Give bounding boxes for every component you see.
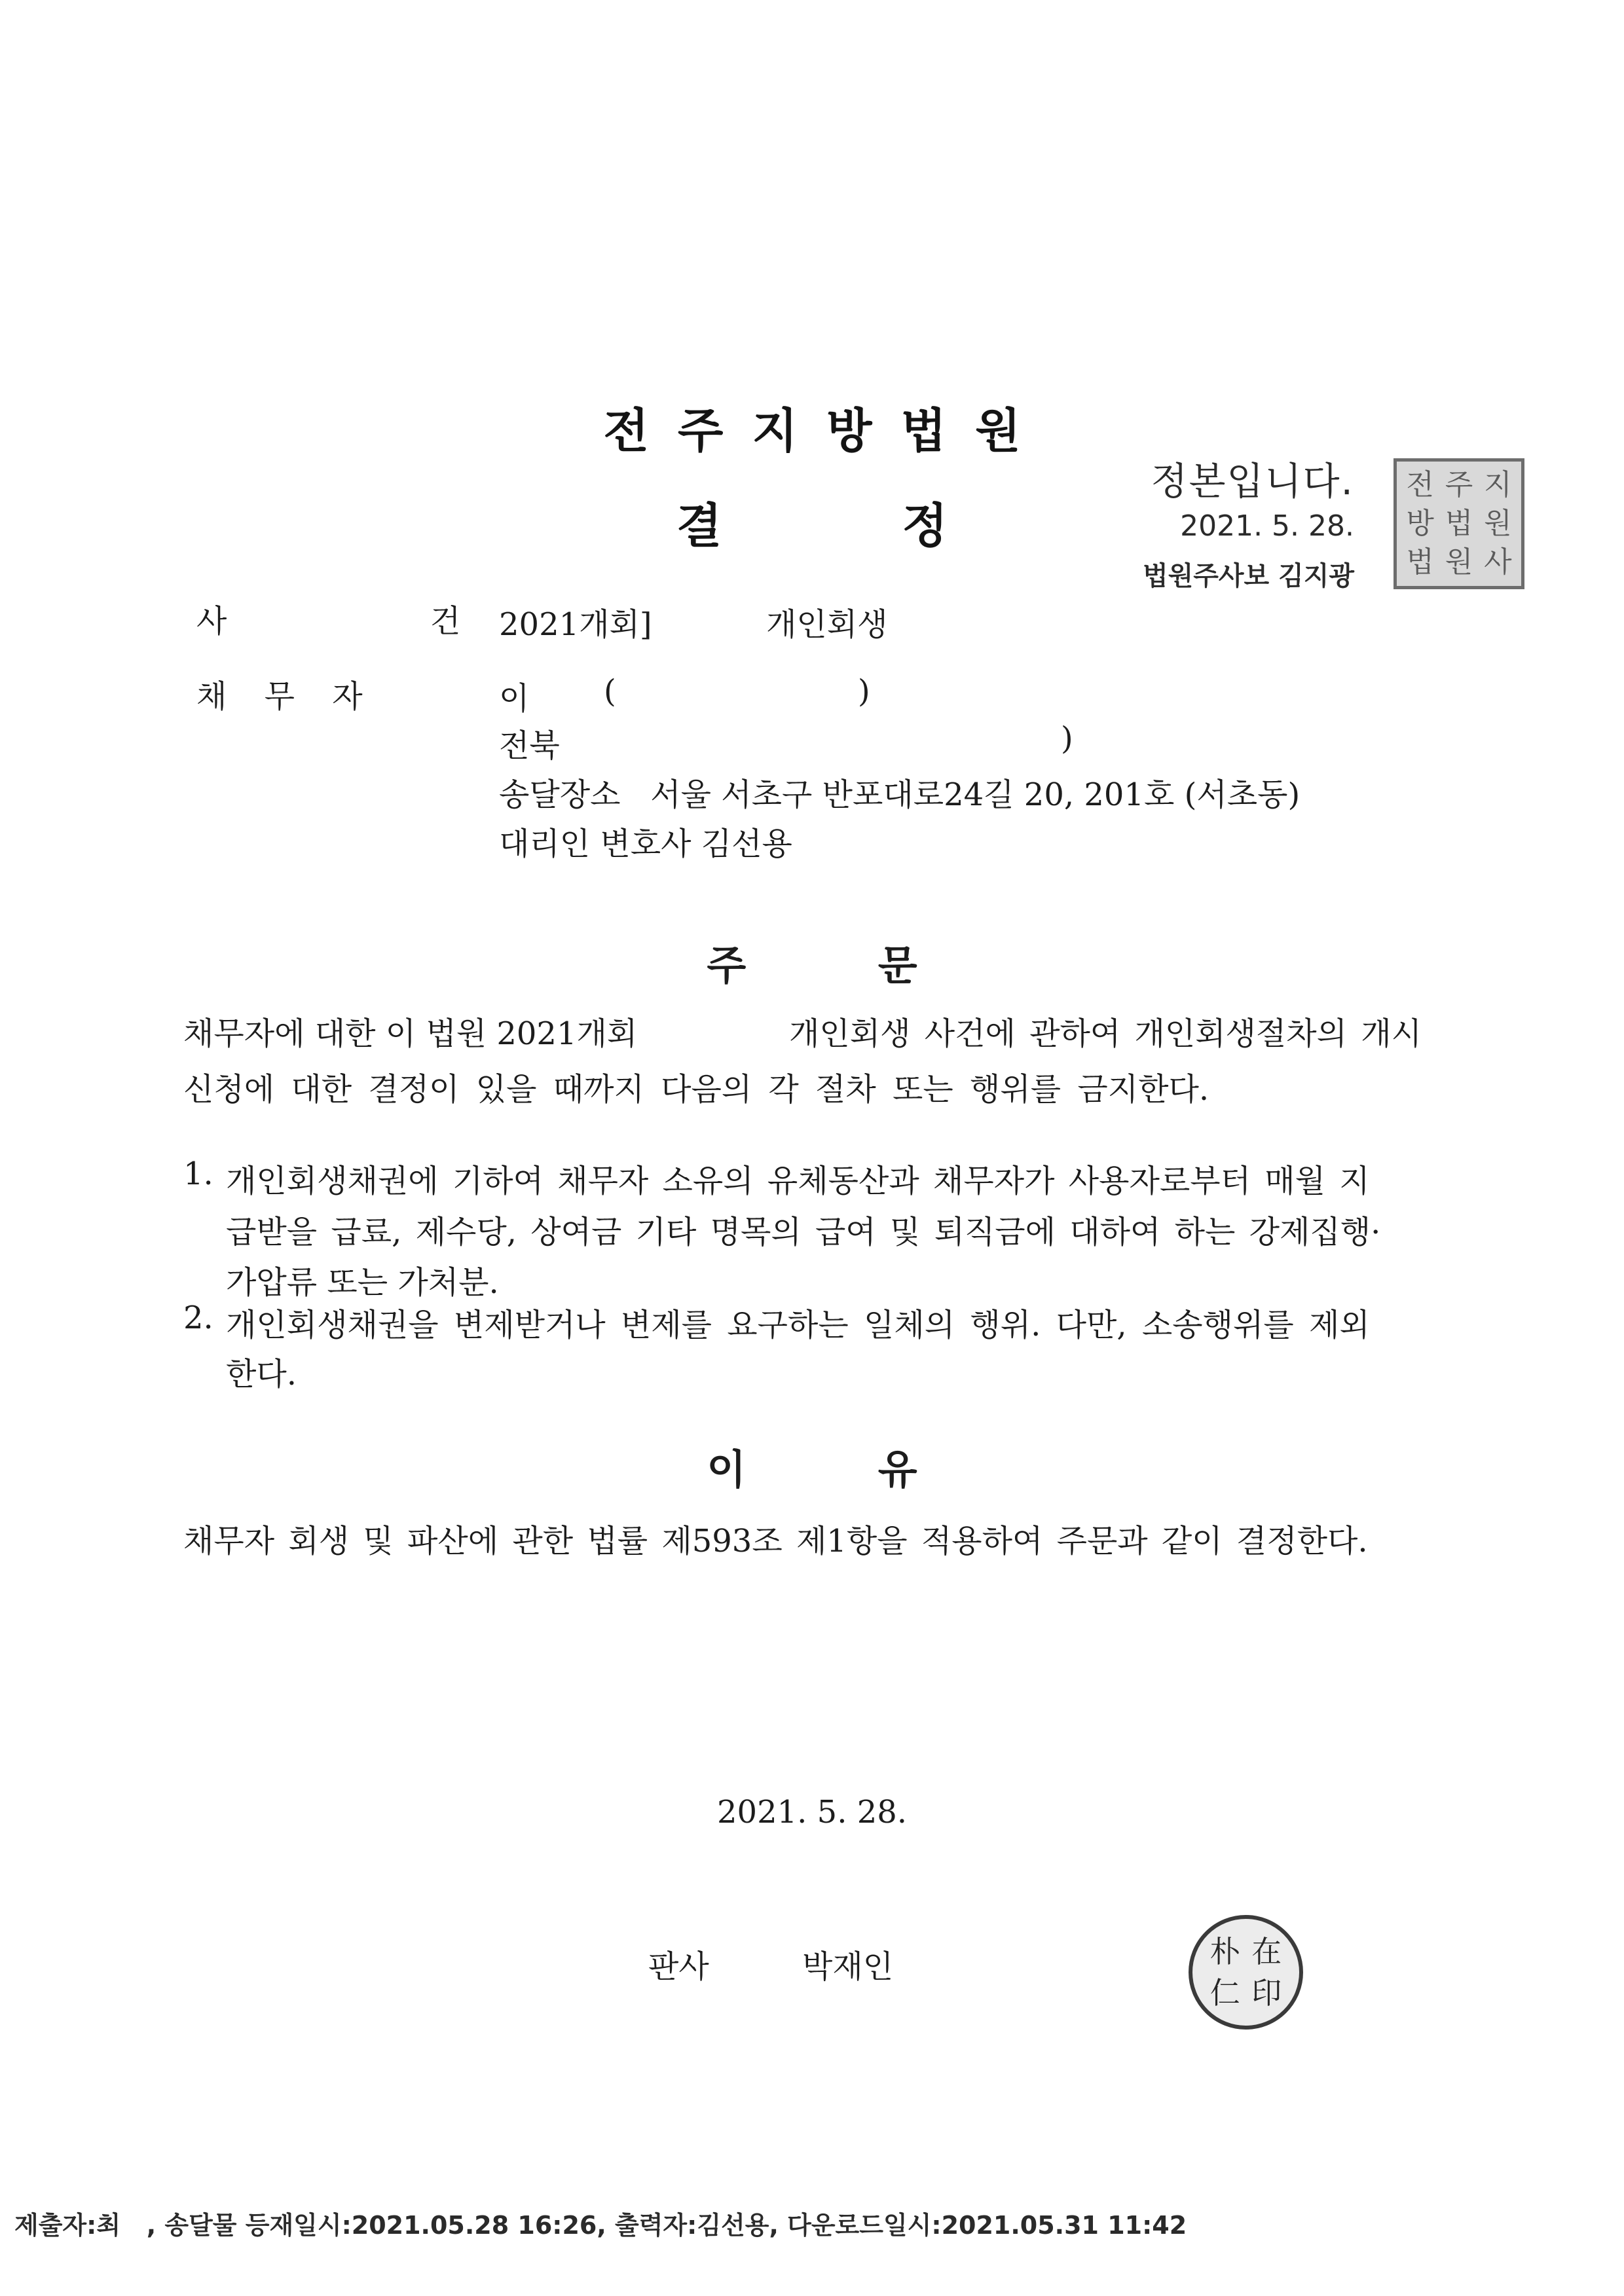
debtor-agent: 대리인 변호사 김선용 [499, 826, 792, 862]
debtor-delivery-address: 송달장소 서울 서초구 반포대로24길 20, 201호 (서초동) [499, 776, 1301, 813]
debtor-paren-close: ) [858, 673, 870, 710]
debtor-address: 전북 [499, 727, 560, 764]
order-item-1-number: 1. [183, 1156, 213, 1192]
court-seal-icon: 전 주 지 방 법 원 법 원 사 [1393, 458, 1524, 589]
certified-copy-stamp: 정본입니다. [1151, 459, 1354, 503]
case-number: 2021개회] [499, 606, 652, 643]
judge-seal-icon: 朴 在 仁 印 [1189, 1915, 1303, 2030]
order-item-1-line1: 개인회생채권에 기하여 채무자 소유의 유체동산과 채무자가 사용자로부터 매월 지 [226, 1163, 1370, 1199]
order-item-2-line2: 한다. [226, 1356, 297, 1393]
reason-text: 채무자 회생 및 파산에 관한 법률 제593조 제1항을 적용하여 주문과 같이 결정한다. [183, 1523, 1368, 1559]
order-item-2-line1: 개인회생채권을 변제받거나 변제를 요구하는 일체의 행위. 다만, 소송행위를 제외 [226, 1307, 1370, 1343]
order-heading: 주 문 [707, 941, 917, 989]
debtor-paren-open: ( [604, 673, 616, 710]
court-name: 전주지방법원 [603, 403, 1050, 458]
download-info-footer: 제출자:최 , 송달물 등재일시:2021.05.28 16:26, 출력자:김선용, 다운로드일시:2021.05.31 11:42 [14, 2211, 1187, 2240]
reason-heading: 이 유 [707, 1446, 917, 1493]
debtor-name: 이 [499, 680, 530, 717]
order-item-2-number: 2. [183, 1300, 213, 1336]
judge-title: 판사 [648, 1948, 709, 1985]
certification-date: 2021. 5. 28. [1180, 509, 1354, 543]
judge-name: 박재인 [802, 1948, 894, 1985]
certification-clerk: 법원주사보 김지광 [1142, 561, 1354, 591]
order-intro-part1: 채무자에 대한 이 법원 2021개회 [183, 1015, 638, 1052]
decision-date: 2021. 5. 28. [717, 1794, 908, 1831]
order-item-1-line2: 급받을 급료, 제수당, 상여금 기타 명목의 급여 및 퇴직금에 대하여 하는 강제집행· [226, 1214, 1381, 1250]
document-type-title: 결 정 [676, 498, 948, 553]
debtor-address-close: ) [1061, 720, 1073, 757]
order-item-1-line3: 가압류 또는 가처분. [226, 1264, 499, 1301]
debtor-label: 채 무 자 [196, 678, 363, 715]
case-label: 사 건 [196, 603, 461, 640]
order-intro-part2: 개인회생 사건에 관하여 개인회생절차의 개시 [789, 1015, 1422, 1052]
case-type: 개인회생 [766, 606, 888, 643]
order-intro-line2: 신청에 대한 결정이 있을 때까지 다음의 각 절차 또는 행위를 금지한다. [183, 1071, 1209, 1108]
